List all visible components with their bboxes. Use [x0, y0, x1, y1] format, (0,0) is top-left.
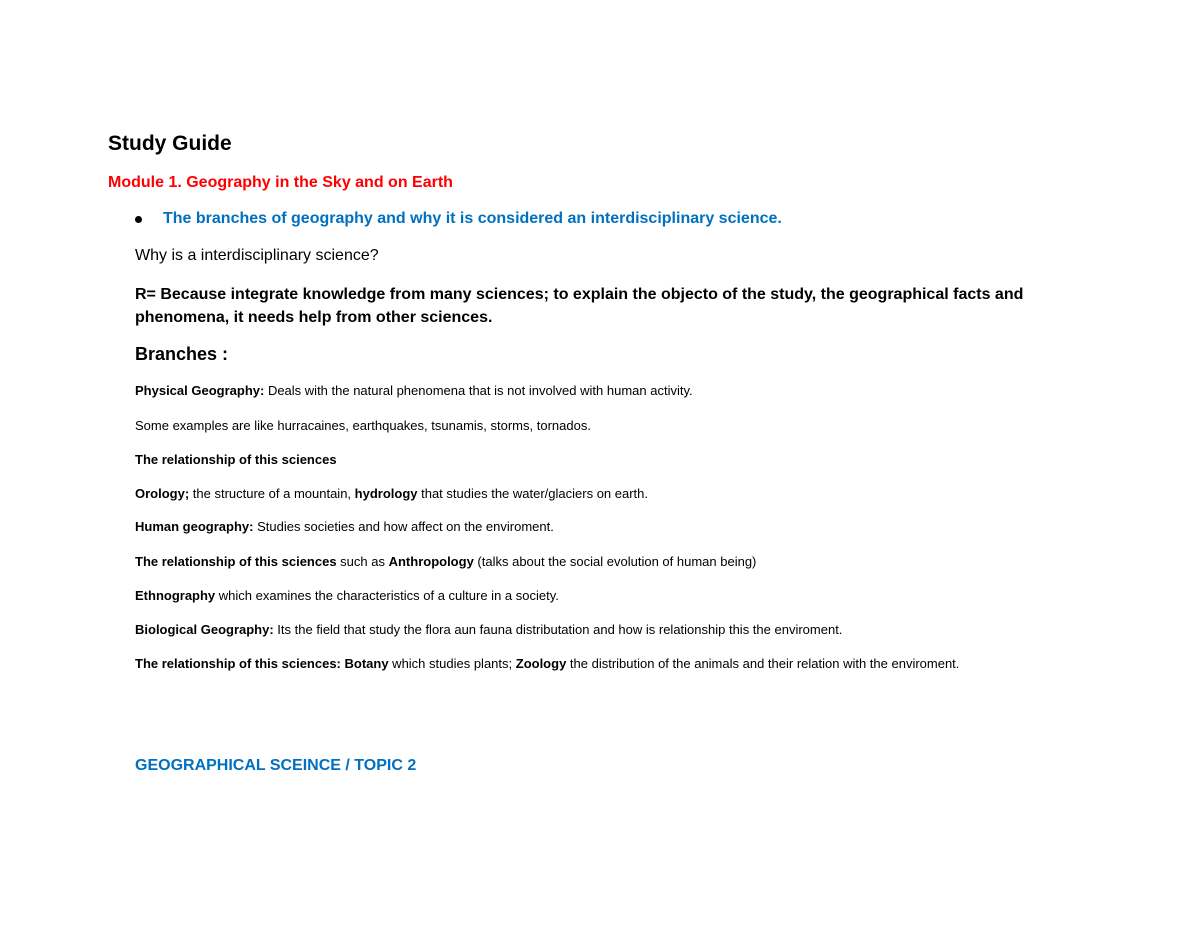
ethnography-line [135, 588, 559, 603]
module-heading: Module 1. Geography in the Sky and on Earth [108, 174, 453, 191]
bullet-item [135, 210, 782, 228]
relationship-2-text: such as [336, 554, 389, 569]
ethnography-label: Ethnography [135, 588, 216, 603]
anthropology-text: (talks about the social evolution of human being) [473, 554, 757, 569]
branches-heading: Branches : [135, 344, 229, 364]
examples-line: Some examples are like hurracaines, earthquakes, tsunamis, storms, tornados. [135, 418, 591, 433]
orology-label: Orology; [135, 486, 190, 501]
answer-paragraph: R= Because integrate knowledge from many sciences; to explain the objecto of the study, the geographical facts and phenomena, it needs help from other sciences. [135, 286, 1024, 326]
physical-geography-text: Deals with the natural phenomena that is not involved with human activity. [264, 383, 693, 398]
section-heading-topic-2: GEOGRAPHICAL SCEINCE / TOPIC 2 [135, 757, 417, 774]
orology-text: the structure of a mountain, [189, 486, 355, 501]
orology-line [135, 486, 648, 501]
relationship-line-1: The relationship of this sciences [135, 452, 337, 467]
relationship-line-3 [135, 656, 959, 671]
relationship-line-2 [135, 554, 756, 569]
relationship-3-text: which studies plants; [388, 656, 516, 671]
biological-geography-text: Its the field that study the flora aun fauna distributation and how is relationship this the enviroment. [273, 622, 843, 637]
human-geography-label: Human geography: [135, 519, 254, 534]
hydrology-text: that studies the water/glaciers on earth. [417, 486, 649, 501]
relationship-2-label: The relationship of this sciences [135, 554, 337, 569]
zoology-label: Zoology [515, 656, 567, 671]
question-text: Why is a interdisciplinary science? [135, 247, 379, 264]
physical-geography-label: Physical Geography: [135, 383, 265, 398]
hydrology-label: hydrology [354, 486, 418, 501]
document-title: Study Guide [108, 132, 232, 155]
anthropology-label: Anthropology [388, 554, 474, 569]
physical-geography-line [135, 383, 693, 398]
biological-geography-line [135, 622, 842, 637]
bullet-icon [135, 216, 142, 223]
relationship-3-label: The relationship of this sciences: Botany [135, 656, 389, 671]
bullet-text: The branches of geography and why it is considered an interdisciplinary science. [163, 210, 782, 227]
biological-geography-label: Biological Geography: [135, 622, 274, 637]
ethnography-text: which examines the characteristics of a culture in a society. [215, 588, 559, 603]
zoology-text: the distribution of the animals and their relation with the enviroment. [566, 656, 960, 671]
human-geography-line [135, 519, 554, 534]
human-geography-text: Studies societies and how affect on the enviroment. [253, 519, 554, 534]
